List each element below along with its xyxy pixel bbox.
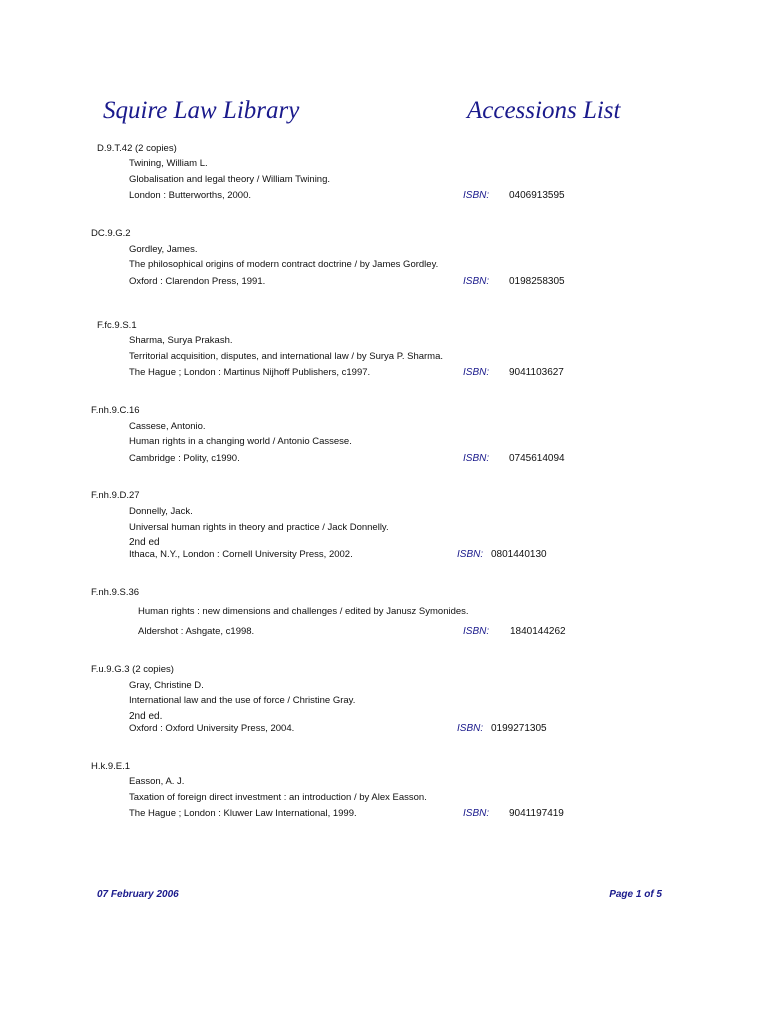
- title: Taxation of foreign direct investment : an introduction / by Alex Easson.: [129, 792, 427, 803]
- publication: The Hague ; London : Martinus Nijhoff Publishers, c1997.: [129, 367, 371, 378]
- shelfmark: D.9.T.42 (2 copies): [97, 143, 177, 154]
- isbn-value: 9041103627: [509, 367, 564, 378]
- author: Cassese, Antonio.: [129, 421, 206, 432]
- isbn-value: 9041197419: [509, 808, 564, 819]
- author: Twining, William L.: [129, 158, 208, 169]
- title: Universal human rights in theory and practice / Jack Donnelly.: [129, 522, 389, 533]
- isbn-label: ISBN:: [463, 453, 490, 464]
- isbn-label: ISBN:: [463, 190, 490, 201]
- title: Human rights in a changing world / Antonio Cassese.: [129, 436, 352, 447]
- title: Globalisation and legal theory / William Twining.: [129, 174, 331, 185]
- publication: Oxford : Oxford University Press, 2004.: [129, 723, 295, 734]
- author: Gray, Christine D.: [129, 680, 204, 691]
- edition: 2nd ed.: [129, 711, 163, 722]
- isbn-value: 0745614094: [509, 453, 565, 464]
- publication: Cambridge : Polity, c1990.: [129, 453, 240, 464]
- publication: Ithaca, N.Y., London : Cornell University Press, 2002.: [129, 549, 353, 560]
- isbn-label: ISBN:: [463, 367, 490, 378]
- publication: London : Butterworths, 2000.: [129, 190, 251, 201]
- isbn-label: ISBN:: [463, 276, 490, 287]
- author: Sharma, Surya Prakash.: [129, 335, 233, 346]
- isbn-value: 0199271305: [491, 723, 547, 734]
- shelfmark: F.u.9.G.3 (2 copies): [91, 664, 174, 675]
- shelfmark: F.fc.9.S.1: [97, 320, 137, 331]
- footer-date: 07 February 2006: [97, 889, 179, 900]
- shelfmark: DC.9.G.2: [91, 228, 131, 239]
- isbn-value: 0801440130: [491, 549, 547, 560]
- isbn-label: ISBN:: [463, 626, 490, 637]
- title: Territorial acquisition, disputes, and international law / by Surya P. Sharma.: [129, 351, 444, 362]
- isbn-value: 0198258305: [509, 276, 565, 287]
- title: International law and the use of force / Christine Gray.: [129, 695, 356, 706]
- edition: 2nd ed: [129, 537, 160, 548]
- shelfmark: F.nh.9.S.36: [91, 587, 140, 598]
- shelfmark: F.nh.9.C.16: [91, 405, 140, 416]
- title: Human rights : new dimensions and challenges / edited by Janusz Symonides.: [138, 606, 469, 617]
- publication: The Hague ; London : Kluwer Law International, 1999.: [129, 808, 357, 819]
- isbn-value: 1840144262: [510, 626, 566, 637]
- isbn-label: ISBN:: [457, 723, 484, 734]
- title: The philosophical origins of modern contract doctrine / by James Gordley.: [129, 259, 439, 270]
- page-number: Page 1 of 5: [609, 889, 662, 900]
- shelfmark: F.nh.9.D.27: [91, 490, 140, 501]
- author: Gordley, James.: [129, 244, 198, 255]
- publication: Oxford : Clarendon Press, 1991.: [129, 276, 266, 287]
- isbn-label: ISBN:: [457, 549, 484, 560]
- isbn-label: ISBN:: [463, 808, 490, 819]
- library-title: Squire Law Library: [103, 97, 300, 124]
- author: Donnelly, Jack.: [129, 506, 193, 517]
- author: Easson, A. J.: [129, 776, 185, 787]
- shelfmark: H.k.9.E.1: [91, 761, 131, 772]
- isbn-value: 0406913595: [509, 190, 565, 201]
- publication: Aldershot : Ashgate, c1998.: [138, 626, 255, 637]
- list-title: Accessions List: [467, 97, 621, 124]
